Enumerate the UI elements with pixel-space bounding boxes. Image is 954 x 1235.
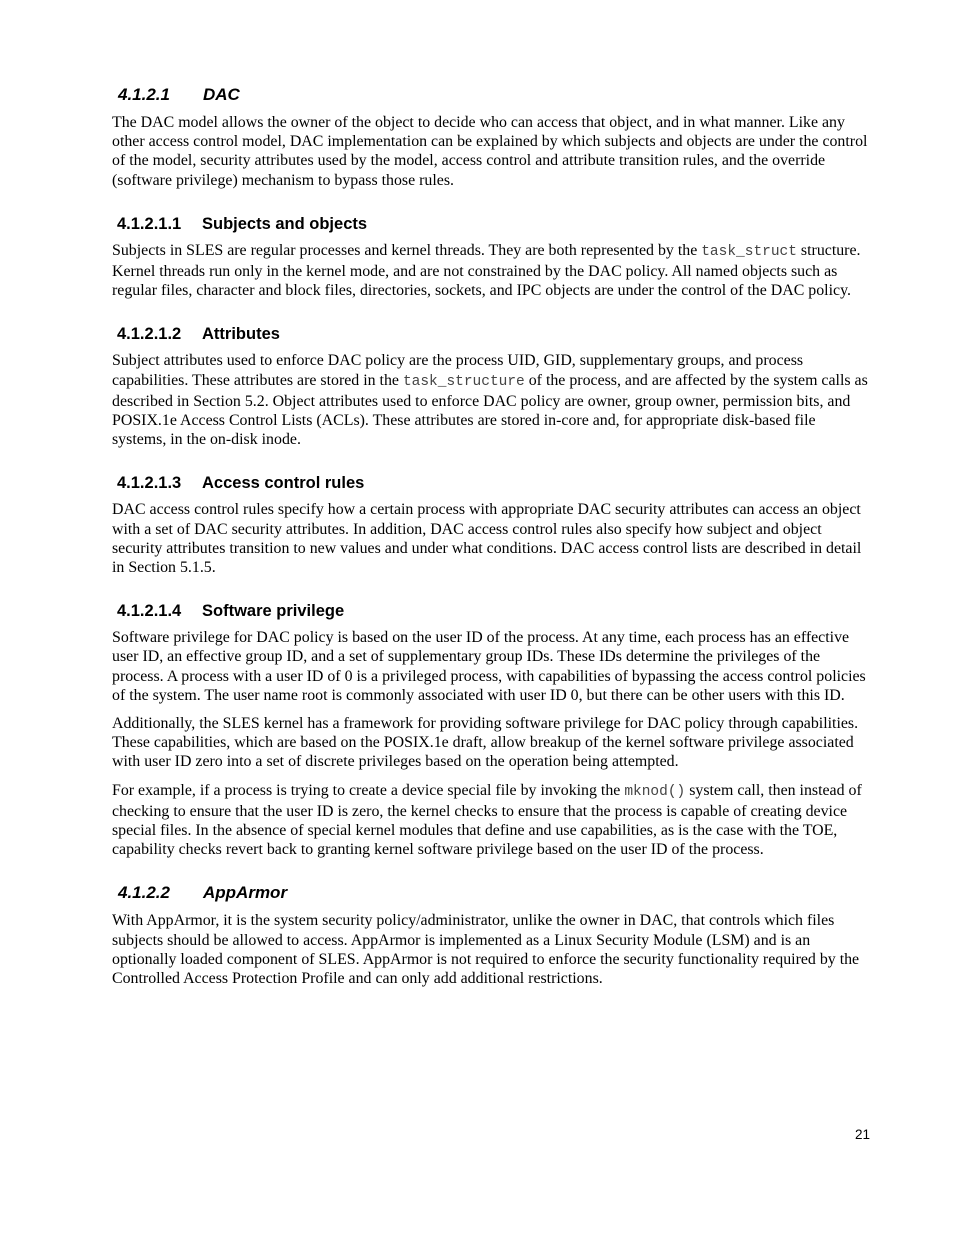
heading-subjects-and-objects (117, 213, 872, 235)
text-run: For example, if a process is trying to create a device special file by invoking the (112, 781, 625, 799)
paragraph-privilege-2: Additionally, the SLES kernel has a framework for providing software privilege for DAC policy through capabilities. These capabilities, which are based on the POSIX.1e draft, allow breakup of the kernel software privilege associated with user ID zero into a set of discrete privileges based on the operation being attempted. (112, 715, 859, 771)
heading-number: 4.1.2.1.4 (117, 602, 182, 621)
text-run: system call, then instead of checking to ensure that the user ID is zero, the kernel checks to ensure that the process is capable of creating device special files. In the absence of special kernel modules that define and use capabilities, as is the case with the TOE, capability checks revert back to granting kernel software privilege based on the user ID of the process. (112, 781, 862, 859)
text-run: Subject attributes used to enforce DAC policy are the process UID, GID, supplementary groups, and process capabilities. These attributes are stored in the (112, 352, 804, 389)
code-task-structure: task_structure (402, 373, 525, 390)
heading-attributes (117, 323, 872, 345)
paragraph-subjects (112, 241, 872, 301)
heading-title: DAC (203, 85, 240, 104)
heading-title: Attributes (202, 325, 280, 344)
heading-title: Subjects and objects (202, 214, 368, 233)
code-mknod: mknod() (624, 783, 686, 800)
paragraph-attributes (112, 351, 872, 449)
heading-software-privilege (117, 600, 872, 622)
text-run: structure. Kernel threads run only in the kernel mode, and are not constrained by the DAC policy. All named objects such as regular files, character and block files, directories, sockets, and IPC objects are under the control of the DAC policy. (112, 241, 861, 300)
code-task-struct: task_struct (701, 243, 797, 260)
heading-apparmor (118, 882, 872, 904)
paragraph-privilege-1: Software privilege for DAC policy is based on the user ID of the process. At any time, each process has an effective user ID, an effective group ID, and a set of supplementary group IDs. These IDs determine the privileges of the process. A process with a user ID of 0 is a privileged process, with capabilities of bypassing the access control policies of the system. The user name root is commonly associated with user ID 0, but there can be other users with this ID. (112, 629, 866, 704)
text-run: Subjects in SLES are regular processes and kernel threads. They are both represented by the (112, 241, 702, 259)
paragraph-rules: DAC access control rules specify how a certain process with appropriate DAC security attributes can access an object with a set of DAC security attributes. In addition, DAC access control rules also specify how subject and object security attributes transition to new values and under what conditions. DAC access control lists are described in detail in Section 5.1.5. (112, 501, 862, 577)
heading-number: 4.1.2.2 (118, 883, 170, 903)
page-number: 21 (855, 1127, 871, 1142)
document-page (112, 84, 872, 997)
heading-title: Access control rules (202, 474, 365, 493)
text-run: of the process, and are affected by the system calls as described in Section 5.2. Object attributes used to enforce DAC policy are owner, group owner, permission bits, and POSIX.1e Access Control Lists (ACLs). These attributes are stored in-core and, for appropriate disk-based file systems, in the on-disk inode. (112, 371, 868, 449)
paragraph-privilege-3 (112, 781, 872, 860)
heading-number: 4.1.2.1.1 (117, 214, 182, 233)
heading-title: AppArmor (203, 883, 288, 903)
heading-number: 4.1.2.1 (118, 85, 170, 104)
heading-number: 4.1.2.1.3 (117, 474, 182, 493)
heading-title: Software privilege (202, 602, 345, 621)
heading-access-control-rules (117, 472, 872, 494)
heading-number: 4.1.2.1.2 (117, 325, 182, 344)
paragraph-dac: The DAC model allows the owner of the object to decide who can access that object, and in what manner. Like any other access control model, DAC implementation can be explained by which subjects and objects are under the control of the model, security attributes used by the model, access control and attribute transition rules, and the override (software privilege) mechanism to bypass those rules. (112, 114, 868, 189)
paragraph-apparmor: With AppArmor, it is the system security policy/administrator, unlike the owner in DAC, that controls which files subjects should be allowed to access. AppArmor is implemented as a Linux Security Module (LSM) and is an optionally loaded component of SLES. AppArmor is not required to enforce the security functionality required by the Controlled Access Protection Profile and can only add additional restrictions. (112, 912, 860, 988)
heading-dac (118, 84, 872, 106)
